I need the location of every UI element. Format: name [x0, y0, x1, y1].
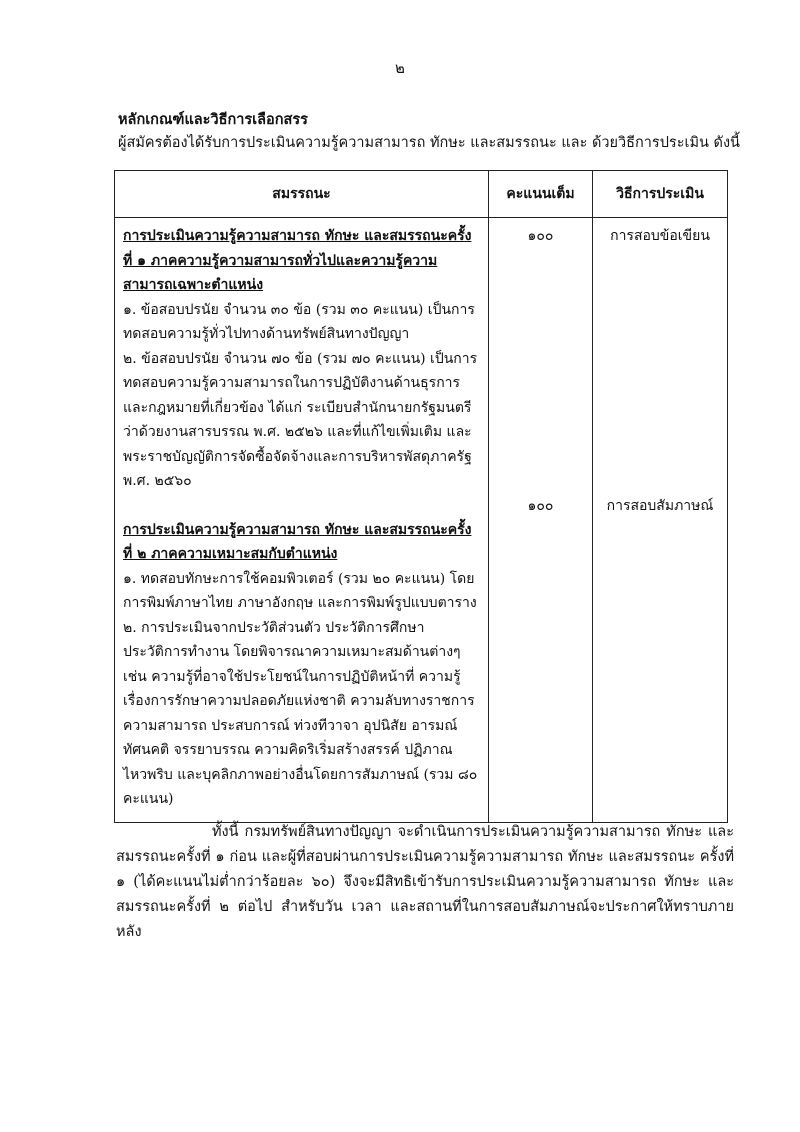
- spacer: [594, 249, 726, 494]
- closing-paragraph: ทั้งนี้ กรมทรัพย์สินทางปัญญา จะดำเนินการประเมินความรู้ความสามารถ ทักษะ และสมรรถนะครั้งที่ ๑ ก่อน และผู้ที่สอบผ่านการประเมินความรู้ความสามารถ ทักษะ และสมรรถนะ ครั้งที่ ๑ (ได้คะแนนไม่ต่ำกว่าร้อยละ ๖๐) จึงจะมีสิทธิเข้ารับการประเมินความรู้ความสามารถ ทักษะ และสมรรถนะครั้งที่ ๒ ต่อไป สำหรับวัน เวลา และสถานที่ในการสอบสัมภาษณ์จะประกาศให้ทราบภายหลัง: [116, 824, 734, 940]
- section-heading: หลักเกณฑ์และวิธีการเลือกสรร: [118, 111, 308, 128]
- page-number: ๒: [395, 59, 405, 77]
- round-1-item-1: ๑. ข้อสอบปรนัย จำนวน ๓๐ ข้อ (รวม ๓๐ คะแนน) เป็นการทดสอบความรู้ทั่วไปทางด้านทรัพย์สินทางปัญญา: [123, 301, 475, 342]
- score-cell: [489, 218, 593, 823]
- spacer: [490, 249, 591, 494]
- round-1-score: ๑๐๐: [527, 228, 554, 244]
- round-1-item-2: ๒. ข้อสอบปรนัย จำนวน ๗๐ ข้อ (รวม ๗๐ คะแนน) เป็นการทดสอบความรู้ความสามารถในการปฏิบัติงานด้านธุรการ และกฎหมายที่เกี่ยวข้อง ได้แก่ ระเบียบสำนักนายกรัฐมนตรีว่าด้วยงานสารบรรณ พ.ศ. ๒๕๒๖ และที่แก้ไขเพิ่มเติม และพระราชบัญญัติการจัดซื้อจัดจ้างและการบริหารพัสดุภาครัฐ พ.ศ. ๒๕๖๐: [123, 350, 478, 489]
- round-2-score: ๑๐๐: [527, 497, 554, 514]
- competency-cell: [115, 218, 489, 823]
- spacer: [123, 494, 480, 518]
- table-header-row: [115, 171, 728, 218]
- round-2-method: การสอบสัมภาษณ์: [606, 497, 714, 514]
- header-method: วิธีการประเมิน: [593, 171, 728, 218]
- round-2-title: การประเมินความรู้ความสามารถ ทักษะ และสมรรถนะครั้งที่ ๒ ภาคความเหมาะสมกับตำแหน่ง: [123, 521, 472, 562]
- criteria-table: [114, 170, 728, 823]
- round-2-item-1: ๑. ทดสอบทักษะการใช้คอมพิวเตอร์ (รวม ๒๐ คะแนน) โดยการพิมพ์ภาษาไทย ภาษาอังกฤษ และการพิมพ์รูปแบบตาราง: [123, 570, 477, 611]
- header-full-score: คะแนนเต็ม: [489, 171, 593, 218]
- table-row: [115, 218, 728, 823]
- header-competency: สมรรถนะ: [115, 171, 489, 218]
- round-1-method: การสอบข้อเขียน: [610, 228, 710, 244]
- intro-text: ผู้สมัครต้องได้รับการประเมินความรู้ความสามารถ ทักษะ และสมรรถนะ และ ด้วยวิธีการประเมิน ดังนี้: [118, 135, 740, 151]
- round-2-item-2: ๒. การประเมินจากประวัติส่วนตัว ประวัติการศึกษา ประวัติการทำงาน โดยพิจารณาความเหมาะสมด้านต่างๆ เช่น ความรู้ที่อาจใช้ประโยชน์ในการปฏิบัติหน้าที่ ความรู้เรื่องการรักษาความปลอดภัยแห่งชาติ ความลับทางราชการ ความสามารถ ประสบการณ์ ท่วงทีวาจา อุปนิสัย อารมณ์ ทัศนคติ จรรยาบรรณ ความคิดริเริ่มสร้างสรรค์ ปฏิภาณ ไหวพริบ และบุคลิกภาพอย่างอื่นโดยการสัมภาษณ์ (รวม ๘๐ คะแนน): [123, 619, 478, 807]
- method-cell: [593, 218, 728, 823]
- round-1-title: การประเมินความรู้ความสามารถ ทักษะ และสมรรถนะครั้งที่ ๑ ภาคความรู้ความสามารถทั่วไปและความรู้ความสามารถเฉพาะตำแหน่ง: [123, 228, 472, 293]
